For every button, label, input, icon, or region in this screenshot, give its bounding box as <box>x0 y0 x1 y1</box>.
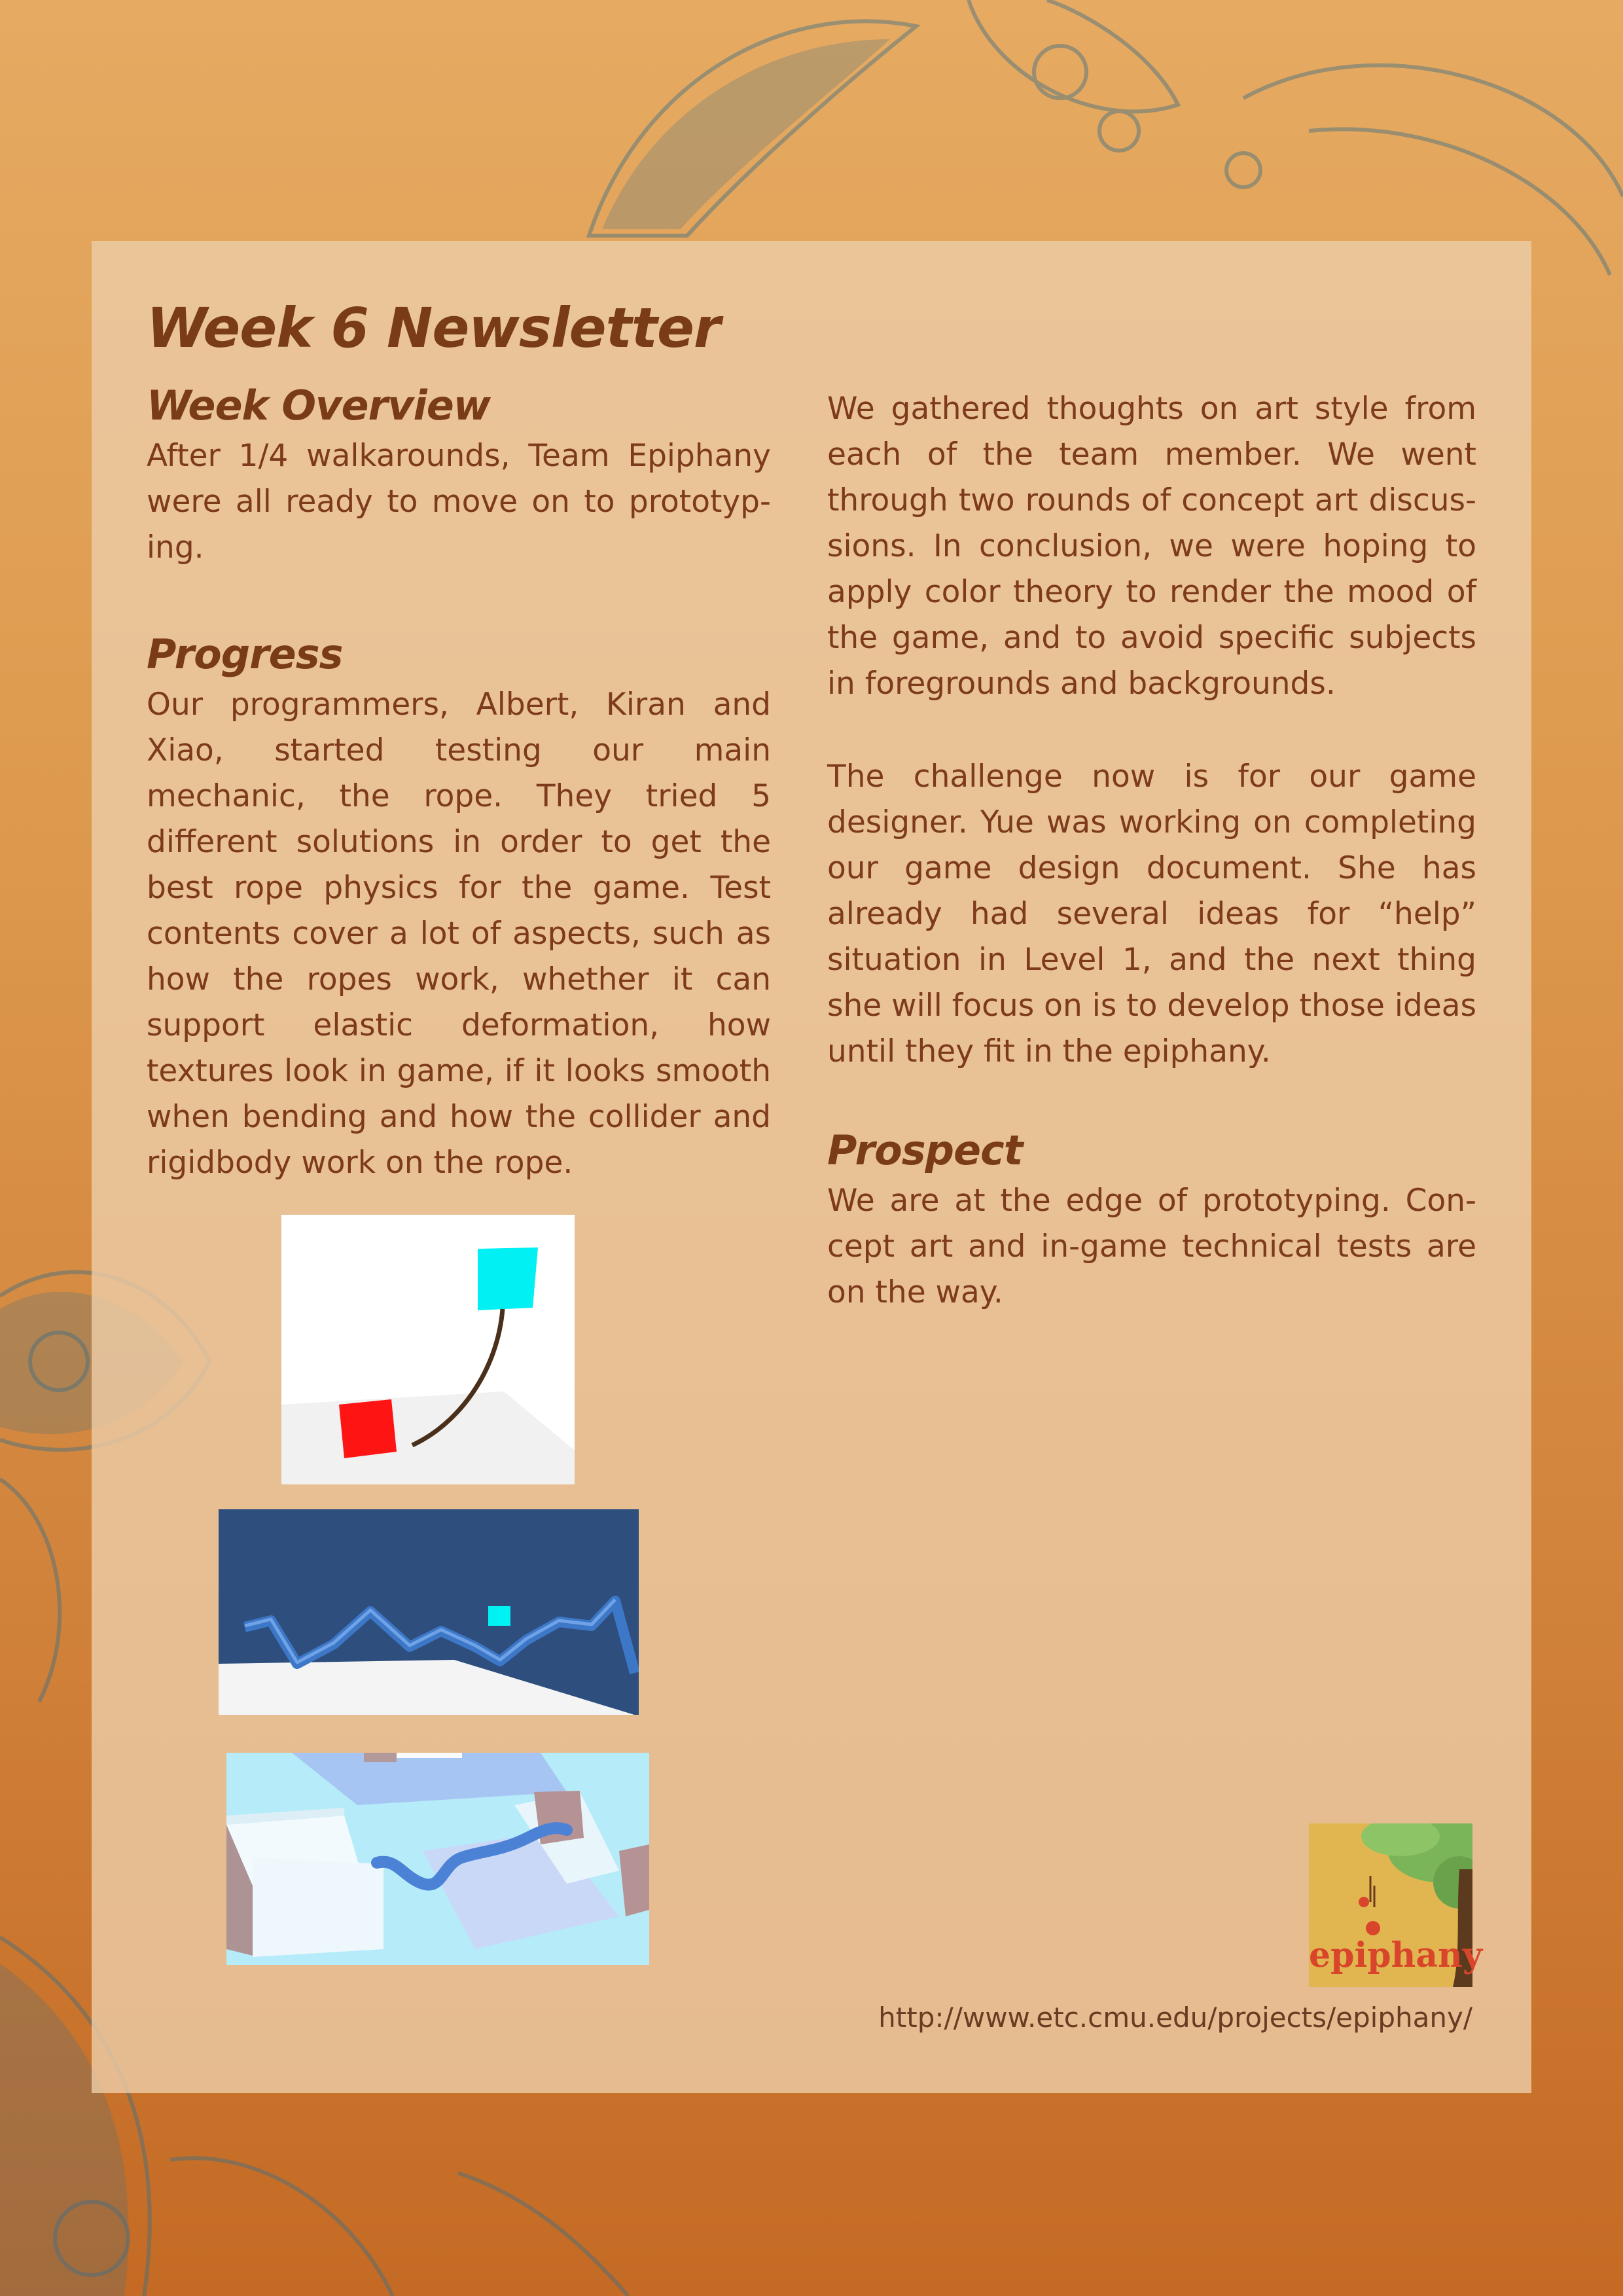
rope-test-image-2 <box>219 1509 639 1715</box>
project-url-link[interactable]: http://www.etc.cmu.edu/projects/epiphany/ <box>878 2001 1472 2034</box>
art-style-section <box>827 386 1476 707</box>
page-title: Week 6 Newsletter <box>147 296 721 360</box>
rope-test-image-1 <box>281 1215 575 1484</box>
epiphany-logo <box>1309 1823 1483 1987</box>
progress-section <box>147 627 771 1186</box>
week-overview-section <box>147 378 771 571</box>
prospect-section <box>827 1123 1476 1316</box>
prospect-text: We are at the edge of prototyping. Concept art and in-game technical tests are on the way. <box>827 1183 1476 1310</box>
week-overview-heading: Week Overview <box>147 382 491 429</box>
progress-text: Our programmers, Albert, Kiran and Xiao, started testing our main mechanic, the rope. They tried 5 different solutions in order to get the best rope physics for the game. Test contents cover a lot of aspects, such as how the ropes work, whether it can support elastic deformation, how textures look in game, if it looks smooth when bending and how the collider and rigidbody work on the rope. <box>147 687 771 1181</box>
logo-wordmark: epiphany <box>1309 1935 1483 1975</box>
art-style-text: We gathered thoughts on art style from each of the team member. We went through two rounds of concept art discussions. In conclusion, we were hoping to apply color theory to render the mood of the game, and to avoid specific subjects in foregrounds and backgrounds. <box>827 391 1476 702</box>
progress-heading: Progress <box>147 630 343 678</box>
week-overview-text: After 1/4 walkarounds, Team Epiphany were all ready to move on to prototyping. <box>147 438 771 565</box>
challenge-section <box>827 754 1476 1075</box>
rope-test-image-3 <box>226 1753 649 1965</box>
prospect-heading: Prospect <box>827 1126 1023 1174</box>
challenge-text: The challenge now is for our game designer. Yue was working on completing our game design document. She has already had several ideas for “help” situation in Level 1, and the next thing she will focus on is to develop those ideas until they fit in the epiphany. <box>827 759 1476 1069</box>
